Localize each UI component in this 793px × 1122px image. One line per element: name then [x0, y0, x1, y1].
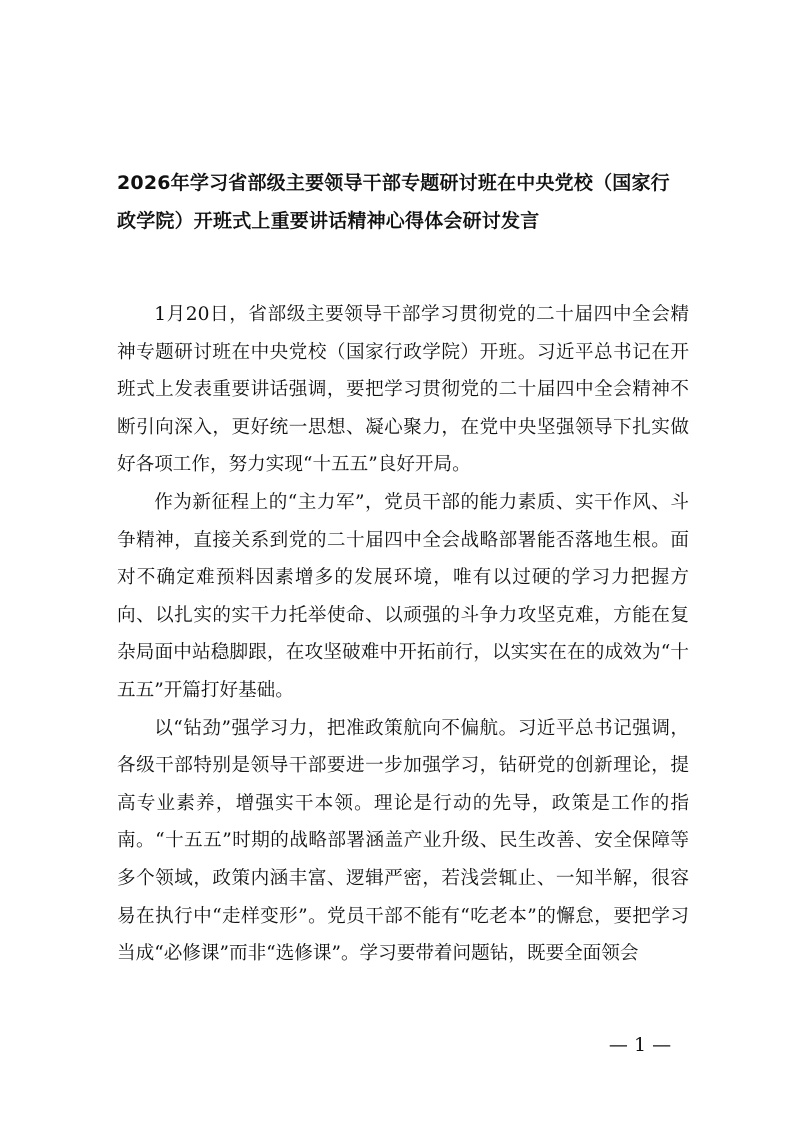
body-paragraph-2: 作为新征程上的“主力军”，党员干部的能力素质、实干作风、斗争精神，直接关系到党的二十届四中全会战略部署能否落地生根。面对不确定难预料因素增多的发展环境，唯有以过硬的学习力把握方向、以扎实的实干力托举使命、以顽强的斗争力攻坚克难，方能在复杂局面中站稳脚跟，在攻坚破难中开拓前行，以实实在在的成效为“十五五”开篇打好基础。 [117, 491, 689, 701]
page-number: — 1 — [608, 1034, 672, 1056]
body-paragraph-1: 1月20日，省部级主要领导干部学习贯彻党的二十届四中全会精神专题研讨班在中央党校（国家行政学院）开班。习近平总书记在开班式上发表重要讲话强调，要把学习贯彻党的二十届四中全会精神不断引向深入，更好统一思想、凝心聚力，在党中央坚强领导下扎实做好各项工作，努力实现“十五五”良好开局。 [117, 304, 689, 476]
document-title: 2026年学习省部级主要领导干部专题研讨班在中央党校（国家行政学院）开班式上重要讲话精神心得体会研讨发言 [117, 172, 670, 232]
document-body [117, 296, 689, 973]
body-paragraph-3: 以“钻劲”强学习力，把准政策航向不偏航。习近平总书记强调，各级干部特别是领导干部要进一步加强学习，钻研党的创新理论，提高专业素养，增强实干本领。理论是行动的先导，政策是工作的指南。“十五五”时期的战略部署涵盖产业升级、民生改善、安全保障等多个领域，政策内涵丰富、逻辑严密，若浅尝辄止、一知半解，很容易在执行中“走样变形”。党员干部不能有“吃老本”的懈怠，要把学习当成“必修课”而非“选修课”。学习要带着问题钻，既要全面领会 [117, 717, 689, 965]
